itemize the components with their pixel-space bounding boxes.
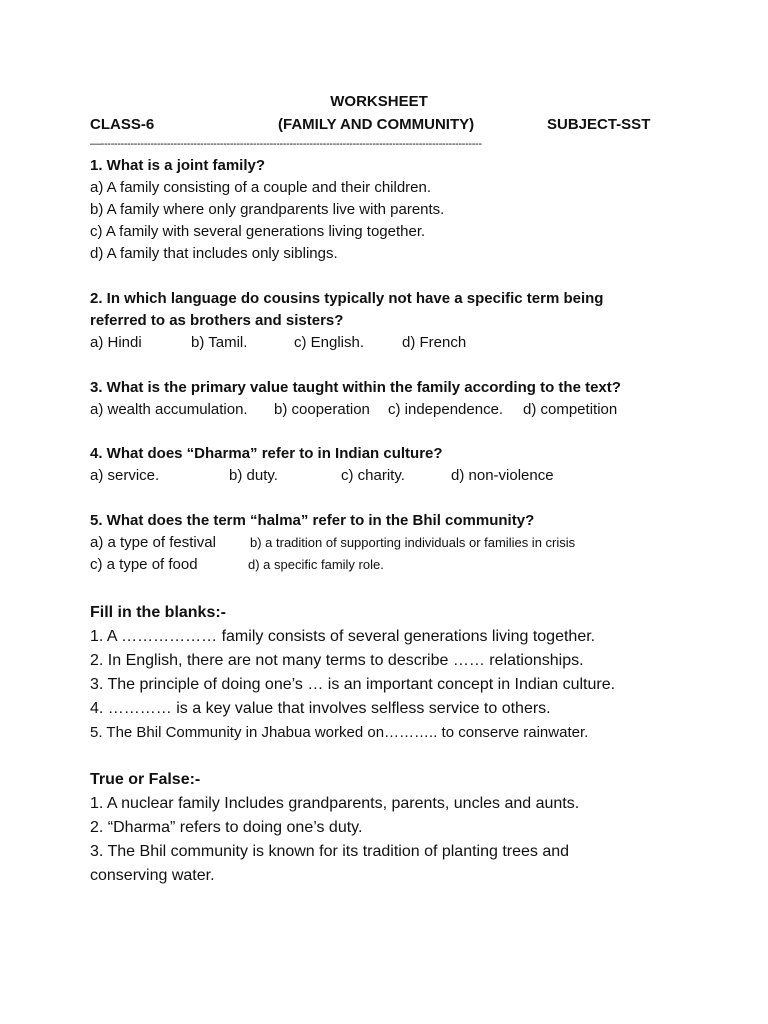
options-row-1 [90, 532, 690, 554]
option-d: d) competition [523, 401, 618, 418]
option-d: d) French [402, 334, 467, 351]
question-text: 1. What is a joint family? [90, 157, 266, 174]
section-heading: Fill in the blanks:- [90, 604, 227, 621]
options-row-2 [90, 554, 690, 576]
options-row [90, 465, 690, 487]
option-d: d) non-violence [451, 467, 554, 484]
question-5 [90, 510, 690, 576]
question-4 [90, 443, 690, 487]
option-d: d) a specific family role. [248, 557, 384, 572]
statement-3-continued: conserving water. [90, 867, 215, 884]
option-b: b) cooperation [274, 401, 370, 418]
option-a: a) A family consisting of a couple and their children. [90, 179, 432, 196]
option-b: b) A family where only grandparents live with parents. [90, 201, 445, 218]
statement-3: 3. The Bhil community is known for its tradition of planting trees and [90, 843, 570, 860]
option-b: b) a tradition of supporting individuals or families in crisis [250, 535, 576, 550]
question-3 [90, 377, 690, 421]
option-a: a) a type of festival [90, 534, 216, 551]
option-c: c) charity. [341, 467, 405, 484]
question-text: 4. What does “Dharma” refer to in Indian culture? [90, 445, 443, 462]
option-d: d) A family that includes only siblings. [90, 245, 338, 262]
option-b: b) duty. [229, 467, 278, 484]
question-text: 3. What is the primary value taught within the family according to the text? [90, 379, 621, 396]
worksheet-title: WORKSHEET [330, 93, 428, 110]
option-b: b) Tamil. [191, 334, 248, 351]
question-text: 5. What does the term “halma” refer to in the Bhil community? [90, 512, 535, 529]
options-row [90, 399, 690, 421]
statement-2: 2. “Dharma” refers to doing one’s duty. [90, 819, 363, 836]
option-c: c) A family with several generations living together. [90, 223, 426, 240]
blank-item-4: 4. ………… is a key value that involves selfless service to others. [90, 700, 551, 717]
blank-item-2: 2. In English, there are not many terms to describe …… relationships. [90, 652, 584, 669]
option-c: c) a type of food [90, 556, 198, 573]
subject-label: SUBJECT-SST [547, 116, 651, 133]
statement-1: 1. A nuclear family Includes grandparents, parents, uncles and aunts. [90, 795, 580, 812]
question-text-line-2: referred to as brothers and sisters? [90, 312, 344, 329]
question-text-line-1: 2. In which language do cousins typically not have a specific term being [90, 290, 604, 307]
section-heading: True or False:- [90, 771, 201, 788]
question-1 [90, 155, 690, 265]
class-label: CLASS-6 [90, 116, 155, 133]
blank-item-3: 3. The principle of doing one’s … is an important concept in Indian culture. [90, 676, 616, 693]
topic-label: (FAMILY AND COMMUNITY) [278, 116, 475, 133]
option-c: c) independence. [388, 401, 504, 418]
option-a: a) Hindi [90, 334, 142, 351]
header-divider: —------------------------------------------------------------------------------------------------------------------- [90, 138, 482, 150]
question-2 [90, 288, 690, 354]
option-c: c) English. [294, 334, 365, 351]
blank-item-5: 5. The Bhil Community in Jhabua worked on……….. to conserve rainwater. [90, 724, 589, 741]
blank-item-1: 1. A ……………… family consists of several generations living together. [90, 628, 596, 645]
fill-in-the-blanks-section [90, 601, 690, 745]
option-a: a) service. [90, 467, 160, 484]
options-row [90, 332, 690, 354]
true-or-false-section [90, 768, 690, 888]
option-a: a) wealth accumulation. [90, 401, 248, 418]
